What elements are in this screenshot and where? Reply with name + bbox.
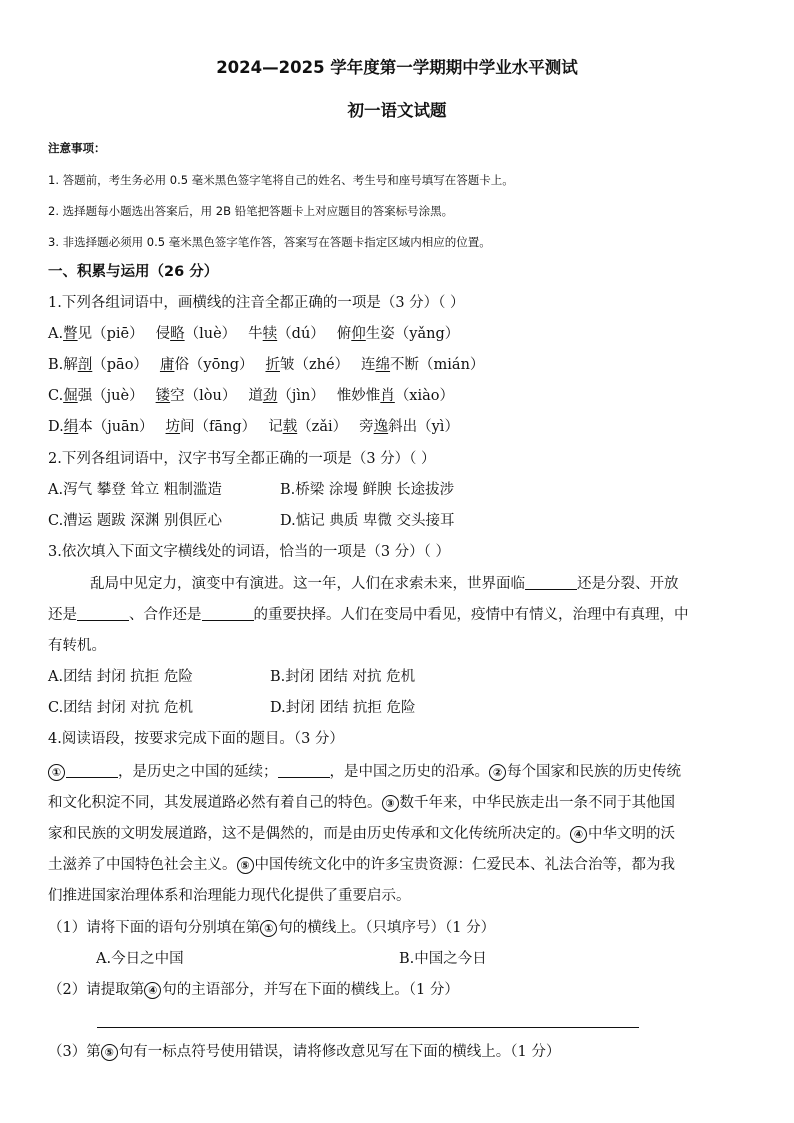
word-item	[265, 355, 349, 375]
underlined-char: 逸	[373, 419, 389, 435]
q4-text: 土滋养了中国特色社会主义。	[48, 857, 237, 873]
word-text: 皱（zhé）	[279, 357, 350, 373]
word-text: 俯	[336, 326, 352, 342]
q4-text: 和文化积淀不同，其发展道路必然有着自己的特色。	[48, 795, 382, 811]
word-text: （zǎi）	[297, 419, 348, 435]
q2-option-d: D.惦记 典质 卑微 交头接耳	[280, 513, 455, 529]
word-text: 斜出（yì）	[388, 419, 459, 435]
underlined-char: 犊	[262, 326, 278, 342]
q4-text: 句的主语部分，并写在下面的横线上。（1 分）	[162, 982, 459, 998]
sentence-number-4: ④	[144, 982, 161, 999]
word-text: （xiào）	[394, 388, 455, 404]
word-item	[64, 417, 154, 437]
q4-text: （1）请将下面的语句分别填在第	[48, 920, 261, 936]
q4-passage-line-2	[48, 793, 675, 813]
q3-text: 、合作还是	[129, 607, 202, 623]
q1-stem: 1.下列各组词语中，画横线的注音全都正确的一项是（3 分）（ ）	[48, 295, 465, 311]
notice-item-1: 1. 答题前，考生务必用 0.5 毫米黑色签字笔将自己的姓名、考生号和座号填写在答题卡上。	[48, 173, 514, 187]
q3-passage-line-3: 有转机。	[48, 638, 106, 654]
word-text: 侵	[155, 326, 171, 342]
underlined-char: 倔	[63, 388, 78, 404]
q3-option-c: C.团结 封闭 对抗 危机	[48, 700, 194, 716]
q4-sub1	[48, 918, 495, 938]
underlined-char: 剖	[77, 357, 93, 373]
q1-option-a	[48, 324, 471, 344]
q3-text: 乱局中见定力，演变中有演进。这一年，人们在求索未来，世界面临	[90, 576, 525, 592]
word-item	[248, 324, 325, 344]
answer-line[interactable]	[97, 1027, 639, 1028]
sentence-number-3: ③	[382, 795, 399, 812]
sentence-number-2: ②	[489, 764, 506, 781]
q3-stem: 3.依次填入下面文字横线处的词语，恰当的一项是（3 分）（ ）	[48, 544, 451, 560]
q4-sub2	[48, 980, 459, 1000]
word-text: 间（fāng）	[180, 419, 257, 435]
notice-heading: 注意事项：	[48, 141, 106, 155]
word-text: （dú）	[277, 326, 325, 342]
q4-stem: 4.阅读语段，按要求完成下面的题目。（3 分）	[48, 731, 344, 747]
underlined-char: 庸	[159, 357, 175, 373]
word-item	[268, 417, 347, 437]
q4-text: 句的横线上。（只填序号）（1 分）	[278, 920, 496, 936]
underlined-char: 劲	[262, 388, 278, 404]
sentence-number-5: ⑤	[101, 1044, 118, 1061]
q3-passage-line-2	[48, 605, 689, 625]
word-item	[160, 355, 254, 375]
q4-text: （3）第	[48, 1044, 101, 1060]
word-item	[156, 324, 237, 344]
underlined-char: 镂	[155, 388, 171, 404]
word-item	[361, 355, 484, 375]
q1-option-b	[48, 355, 496, 375]
underlined-char: 绢	[63, 419, 79, 435]
q4-sub1-option-a: A.今日之中国	[96, 951, 184, 967]
q4-passage-line-3	[48, 824, 675, 844]
word-item	[156, 386, 237, 406]
q3-option-b: B.封闭 团结 对抗 危机	[270, 669, 416, 685]
word-item	[359, 417, 459, 437]
word-text: 生姿（yǎng）	[365, 326, 460, 342]
word-item	[63, 386, 143, 406]
underlined-char: 坊	[165, 419, 181, 435]
fill-blank	[525, 575, 577, 590]
sentence-number-5: ⑤	[237, 857, 254, 874]
q4-text: 每个国家和民族的历史传统	[507, 764, 681, 780]
word-text: （pāo）	[92, 357, 148, 373]
word-text: 本（juān）	[78, 419, 154, 435]
notice-item-3: 3. 非选择题必须用 0.5 毫米黑色签字笔作答，答案写在答题卡指定区域内相应的位置。	[48, 235, 491, 249]
section-heading: 一、积累与运用（26 分）	[48, 264, 219, 280]
word-text: 连	[361, 357, 376, 373]
fill-blank	[202, 606, 254, 621]
word-item	[337, 386, 454, 406]
q3-passage-line-1	[90, 574, 679, 594]
q1-option-d	[48, 417, 471, 437]
notice-item-2: 2. 选择题每小题选出答案后，用 2B 铅笔把答题卡上对应题目的答案标号涂黑。	[48, 204, 454, 218]
q4-text: ，是中国之历史的沿承。	[329, 764, 489, 780]
q3-option-a: A.团结 封闭 抗拒 危险	[48, 669, 193, 685]
word-text: 俗（yōng）	[174, 357, 254, 373]
word-text: （jìn）	[277, 388, 325, 404]
fill-blank	[77, 606, 129, 621]
word-item	[63, 324, 144, 344]
underlined-char: 仰	[351, 326, 366, 342]
q4-passage-line-1	[48, 762, 681, 782]
word-text: 惟妙惟	[336, 388, 381, 404]
q2-option-b: B.桥梁 涂墁 鲜腴 长途拔涉	[280, 482, 455, 498]
underlined-char: 瞥	[63, 326, 78, 342]
option-letter: B.	[48, 357, 64, 373]
q4-sub1-option-b: B.中国之今日	[399, 951, 487, 967]
word-text: 见（piē）	[77, 326, 144, 342]
exam-subtitle: 初一语文试题	[347, 101, 447, 120]
word-text: 道	[248, 388, 263, 404]
underlined-char: 绵	[375, 357, 391, 373]
q3-text: 还是分裂、开放	[577, 576, 679, 592]
word-text: 旁	[359, 419, 374, 435]
q4-sub3	[48, 1042, 560, 1062]
sentence-number-1: ①	[260, 920, 277, 937]
q4-text: 家和民族的文明发展道路，这不是偶然的，而是由历史传承和文化传统所决定的。	[48, 826, 570, 842]
q4-passage-line-4	[48, 855, 675, 875]
sentence-number-4: ④	[570, 826, 587, 843]
fill-blank	[278, 763, 330, 778]
word-item	[248, 386, 324, 406]
q4-text: 句有一标点符号使用错误，请将修改意见写在下面的横线上。（1 分）	[118, 1044, 561, 1060]
exam-title: 2024—2025 学年度第一学期期中学业水平测试	[216, 58, 578, 77]
word-text: 空（lòu）	[170, 388, 237, 404]
q2-stem: 2.下列各组词语中，汉字书写全都正确的一项是（3 分）（ ）	[48, 451, 436, 467]
underlined-char: 折	[265, 357, 280, 373]
word-text: 解	[63, 357, 78, 373]
q1-option-c	[48, 386, 466, 406]
q4-text: （2）请提取第	[48, 982, 145, 998]
q4-text: 数千年来，中华民族走出一条不同于其他国	[399, 795, 675, 811]
q3-text: 还是	[48, 607, 77, 623]
word-item	[166, 417, 257, 437]
word-text: （luè）	[184, 326, 237, 342]
underlined-char: 载	[282, 419, 298, 435]
word-text: 不断（mián）	[390, 357, 485, 373]
word-item	[63, 355, 148, 375]
underlined-char: 肖	[380, 388, 395, 404]
fill-blank	[66, 763, 118, 778]
q4-text: 中华文明的沃	[588, 826, 675, 842]
option-letter: C.	[48, 388, 64, 404]
sentence-number-1: ①	[48, 764, 65, 781]
q2-option-a: A.泻气 攀登 耸立 粗制滥造	[48, 482, 222, 498]
q4-passage-line-5: 们推进国家治理体系和治理能力现代化提供了重要启示。	[48, 888, 411, 904]
q4-text: ，是历史之中国的延续；	[118, 764, 278, 780]
q3-text: 的重要抉择。人们在变局中看见，疫情中有情义，治理中有真理，中	[253, 607, 689, 623]
option-letter: D.	[48, 419, 64, 435]
word-text: 记	[268, 419, 283, 435]
option-letter: A.	[48, 326, 64, 342]
q2-option-c: C.漕运 题跋 深渊 别俱匠心	[48, 513, 223, 529]
q3-option-d: D.封闭 团结 抗拒 危险	[270, 700, 416, 716]
word-item	[337, 324, 459, 344]
q4-text: 中国传统文化中的许多宝贵资源：仁爱民本、礼法合治等，都为我	[254, 857, 675, 873]
underlined-char: 略	[170, 326, 185, 342]
word-text: 强（juè）	[77, 388, 144, 404]
word-text: 牛	[248, 326, 263, 342]
